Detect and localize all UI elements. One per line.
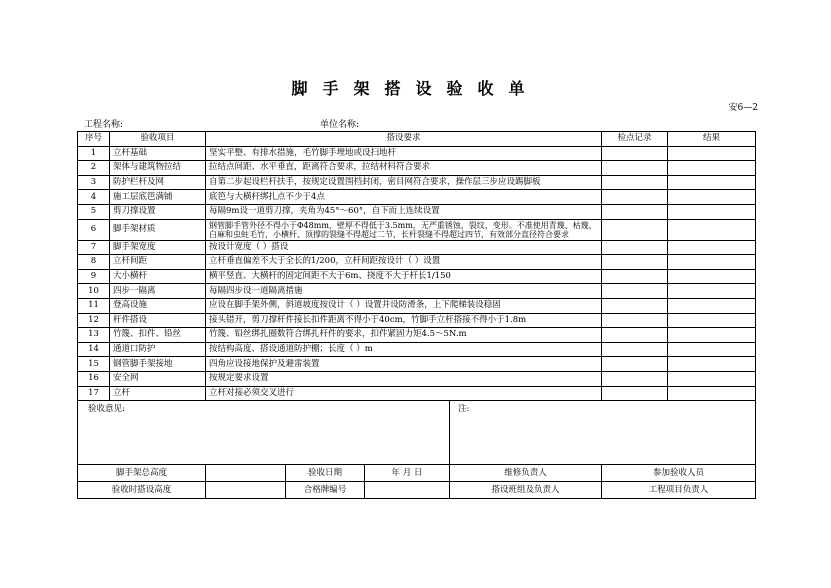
table-row: [78, 371, 756, 386]
row-item: 通道口防护: [110, 342, 206, 357]
row-check-record[interactable]: [602, 240, 668, 255]
row-requirement: 坚实平整、有排水措施，毛竹脚手埋地或设扫地杆: [206, 146, 602, 161]
form-code: 安6—2: [728, 103, 758, 113]
row-number: 8: [78, 255, 110, 270]
row-requirement: 按规定要求设置: [206, 371, 602, 386]
row-number: 5: [78, 204, 110, 219]
row-check-record[interactable]: [602, 298, 668, 313]
table-row: [78, 386, 756, 401]
row-requirement: 按结构高度、搭设通道防护棚；长度（ ）m: [206, 342, 602, 357]
col-header-check: 检点记录: [602, 132, 668, 147]
col-header-no: 序号: [78, 132, 110, 147]
row-result[interactable]: [668, 161, 756, 176]
row-number: 16: [78, 371, 110, 386]
row-number: 13: [78, 328, 110, 343]
row-check-record[interactable]: [602, 342, 668, 357]
total-height-label: 脚手架总高度: [78, 465, 206, 482]
row-item: 施工层底笆满铺: [110, 190, 206, 205]
col-header-result: 结果: [668, 132, 756, 147]
unit-name-label: 单位名称:: [320, 120, 360, 130]
row-number: 14: [78, 342, 110, 357]
table-row: [78, 175, 756, 190]
row-number: 4: [78, 190, 110, 205]
row-item: 立杆间距: [110, 255, 206, 270]
row-item: 四步一隔离: [110, 284, 206, 299]
row-number: 6: [78, 219, 110, 240]
opinion-row: [78, 401, 756, 465]
row-result[interactable]: [668, 284, 756, 299]
row-check-record[interactable]: [602, 328, 668, 343]
row-number: 9: [78, 269, 110, 284]
table-row: [78, 284, 756, 299]
row-requirement: 立杆垂直偏差不大于全长的1/200，立杆间距按设计（ ）设置: [206, 255, 602, 270]
row-check-record[interactable]: [602, 371, 668, 386]
row-requirement: 横平竖直、大横杆的固定间距不大于6m、挠度不大于杆长1/150: [206, 269, 602, 284]
row-item: 大小横杆: [110, 269, 206, 284]
row-number: 2: [78, 161, 110, 176]
row-requirement: 拉结点间距、水平垂直，距离符合要求，拉结材料符合要求: [206, 161, 602, 176]
row-check-record[interactable]: [602, 175, 668, 190]
row-number: 15: [78, 357, 110, 372]
row-item: 钢管脚手架接地: [110, 357, 206, 372]
row-requirement: 竹篾、铅丝绑扎圈数符合绑扎杆件的要求，扣件紧固力矩4.5～5N.m: [206, 328, 602, 343]
date-label: 验收日期: [286, 465, 365, 482]
row-item: 防护栏杆及网: [110, 175, 206, 190]
row-item: 立杆基础: [110, 146, 206, 161]
table-row: [78, 146, 756, 161]
table-row: [78, 342, 756, 357]
table-row: [78, 328, 756, 343]
row-check-record[interactable]: [602, 219, 668, 240]
cert-number-value[interactable]: [365, 482, 450, 499]
opinion-cell[interactable]: [78, 401, 450, 465]
table-row: [78, 204, 756, 219]
table-row: [78, 240, 756, 255]
row-number: 10: [78, 284, 110, 299]
row-result[interactable]: [668, 255, 756, 270]
row-item: 脚手架材质: [110, 219, 206, 240]
date-value[interactable]: 年 月 日: [365, 465, 450, 482]
row-check-record[interactable]: [602, 386, 668, 401]
row-check-record[interactable]: [602, 190, 668, 205]
row-result[interactable]: [668, 219, 756, 240]
note-cell[interactable]: [450, 401, 756, 465]
team-lead-label: 搭设班组及负责人: [450, 482, 602, 499]
row-check-record[interactable]: [602, 204, 668, 219]
row-item: 竹篾、扣件、铅丝: [110, 328, 206, 343]
row-result[interactable]: [668, 240, 756, 255]
row-result[interactable]: [668, 357, 756, 372]
row-requirement: 钢管脚手管外径不得小于Φ48mm，壁厚不得低于3.5mm，无严重锈蚀，裂纹，变形。不准使用青篾、枯篾，白麻和虫蛀毛竹，小横杆、顶撑的裂缝不得超过二节，长杆裂缝不得超过四节，有效部分直径符合要求: [206, 219, 602, 240]
row-requirement: 每隔四步设一道隔离措施: [206, 284, 602, 299]
row-check-record[interactable]: [602, 313, 668, 328]
row-check-record[interactable]: [602, 357, 668, 372]
row-result[interactable]: [668, 313, 756, 328]
check-height-value[interactable]: [206, 482, 286, 499]
row-item: 架体与建筑物拉结: [110, 161, 206, 176]
cert-number-label: 合格牌编号: [286, 482, 365, 499]
row-requirement: 底笆与大横杆绑扎点不少于4点: [206, 190, 602, 205]
row-item: 脚手架宽度: [110, 240, 206, 255]
row-item: 剪刀撑设置: [110, 204, 206, 219]
table-row: [78, 161, 756, 176]
table-row: [78, 190, 756, 205]
row-result[interactable]: [668, 342, 756, 357]
row-check-record[interactable]: [602, 161, 668, 176]
row-requirement: 应设在脚手架外侧，斜道坡度按设计（ ）设置并设防滑条，上下爬梯装设稳固: [206, 298, 602, 313]
footer-row-1: [78, 465, 756, 482]
inspection-table: [77, 131, 756, 499]
row-result[interactable]: [668, 204, 756, 219]
row-requirement: 自第二步起设栏杆扶手，按规定设置围档封闭，密目网符合要求，操作层三步应设踢脚板: [206, 175, 602, 190]
row-check-record[interactable]: [602, 255, 668, 270]
note-label: 注:: [458, 404, 470, 415]
row-check-record[interactable]: [602, 146, 668, 161]
header-row: [78, 132, 756, 147]
participants-label: 参加验收人员: [602, 465, 756, 482]
table-row: [78, 313, 756, 328]
row-item: 登高设施: [110, 298, 206, 313]
row-result[interactable]: [668, 269, 756, 284]
check-height-label: 验收时搭设高度: [78, 482, 206, 499]
row-result[interactable]: [668, 371, 756, 386]
row-result[interactable]: [668, 146, 756, 161]
table-row: [78, 255, 756, 270]
col-header-requirement: 搭设要求: [206, 132, 602, 147]
row-requirement: 四角应设接地保护及避雷装置: [206, 357, 602, 372]
row-item: 杆件搭设: [110, 313, 206, 328]
row-requirement: 每隔9m设一道剪刀撑，夹角为45°～60°，自下而上连续设置: [206, 204, 602, 219]
col-header-item: 验收项目: [110, 132, 206, 147]
row-number: 3: [78, 175, 110, 190]
page-title: 脚手架搭设验收单: [291, 79, 540, 98]
row-result[interactable]: [668, 298, 756, 313]
row-requirement: 立杆对接必须交叉进行: [206, 386, 602, 401]
row-result[interactable]: [668, 328, 756, 343]
row-number: 1: [78, 146, 110, 161]
row-result[interactable]: [668, 190, 756, 205]
row-item: 安全网: [110, 371, 206, 386]
table-row: [78, 219, 756, 240]
table-row: [78, 298, 756, 313]
row-number: 17: [78, 386, 110, 401]
maintenance-lead-label: 维修负责人: [450, 465, 602, 482]
row-result[interactable]: [668, 386, 756, 401]
project-lead-label: 工程项目负责人: [602, 482, 756, 499]
row-number: 12: [78, 313, 110, 328]
row-check-record[interactable]: [602, 269, 668, 284]
table-row: [78, 357, 756, 372]
row-number: 11: [78, 298, 110, 313]
project-name-label: 工程名称:: [84, 120, 124, 130]
opinion-label: 验收意见:: [88, 404, 125, 415]
row-result[interactable]: [668, 175, 756, 190]
table-row: [78, 269, 756, 284]
row-requirement: 接头错开，剪刀撑杆件接长扣件距离不得小于40cm，竹脚手立杆搭接不得小于1.8m: [206, 313, 602, 328]
row-check-record[interactable]: [602, 284, 668, 299]
row-requirement: 按设计宽度（ ）搭设: [206, 240, 602, 255]
total-height-value[interactable]: [206, 465, 286, 482]
row-number: 7: [78, 240, 110, 255]
row-item: 立杆: [110, 386, 206, 401]
footer-row-2: [78, 482, 756, 499]
